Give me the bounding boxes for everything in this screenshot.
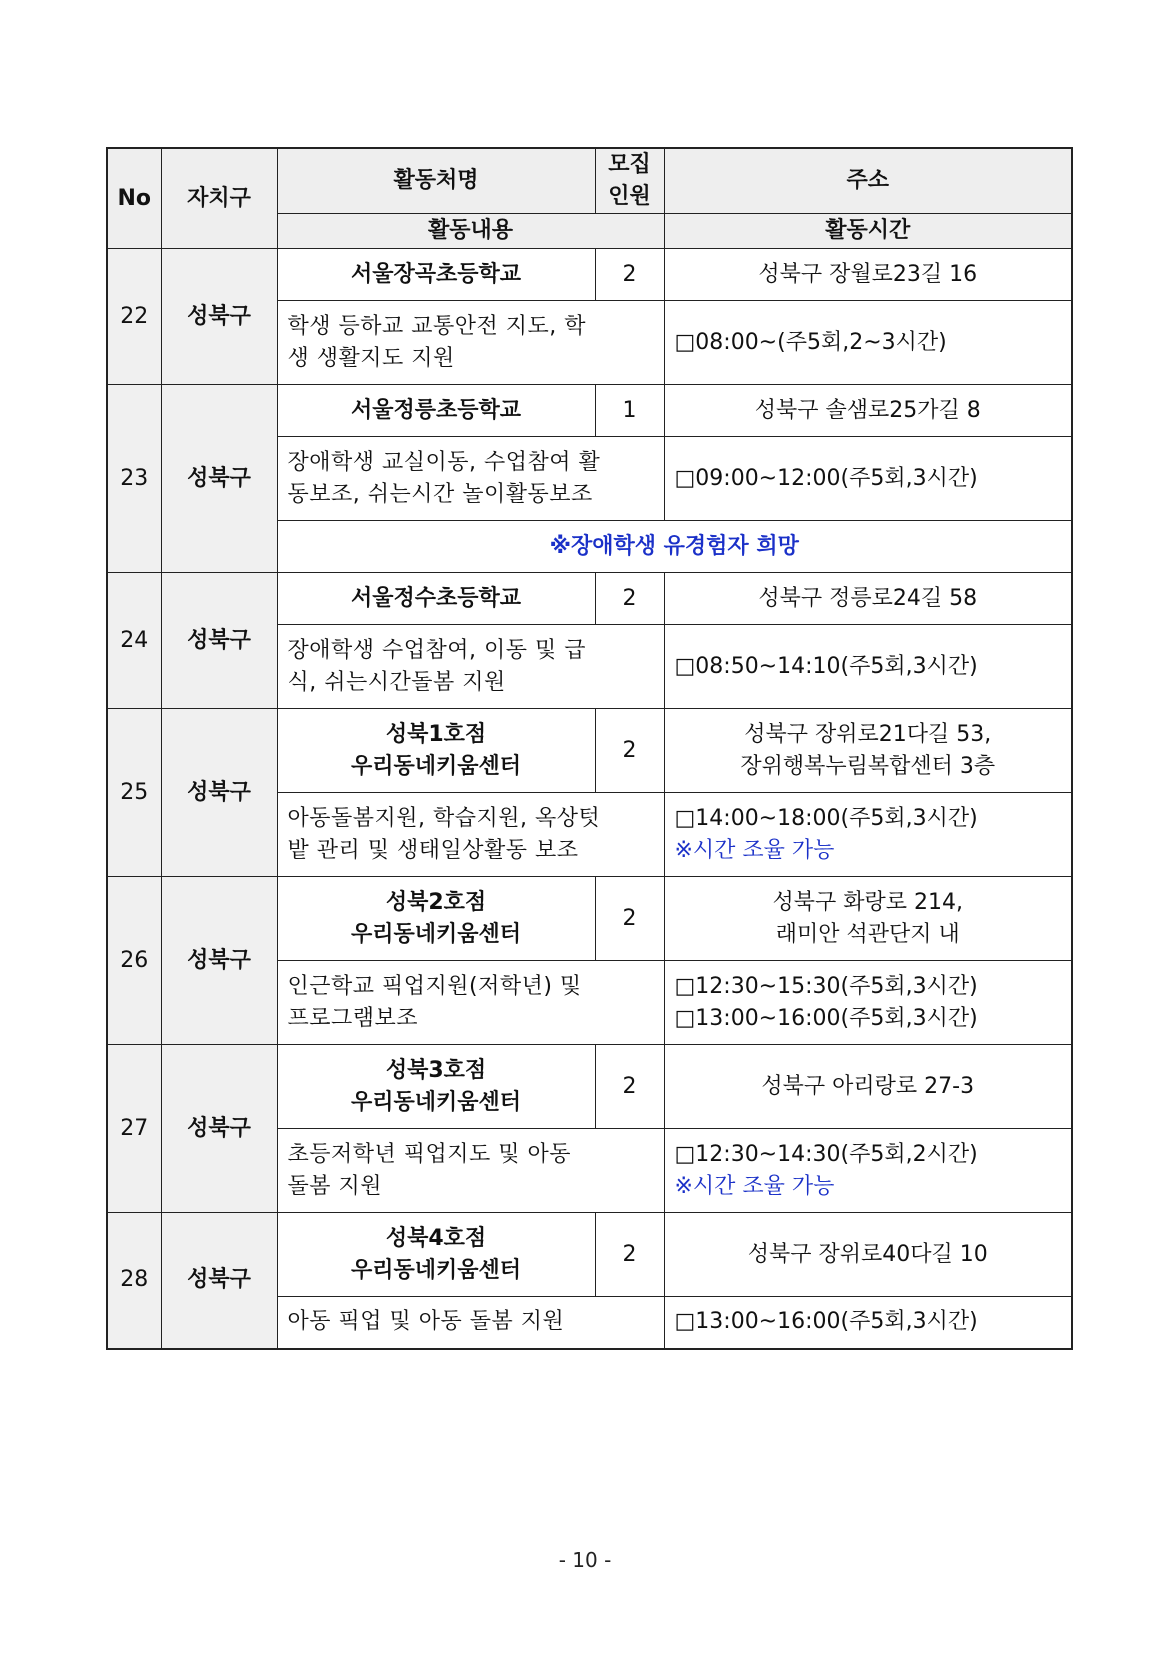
header-recruit-line2: 인원 bbox=[608, 184, 651, 209]
time-line: □14:00~18:00(주5회,3시간) bbox=[674, 805, 978, 831]
time-line: □09:00~12:00(주5회,3시간) bbox=[674, 465, 978, 491]
header-activity: 활동내용 bbox=[277, 214, 664, 249]
header-site-name: 활동처명 bbox=[277, 148, 595, 214]
activity-line: 인근학교 픽업지원(저학년) 및 bbox=[287, 973, 582, 999]
row-activity bbox=[277, 437, 664, 521]
activity-line: 장애학생 수업참여, 이동 및 급 bbox=[287, 637, 586, 663]
row-time bbox=[664, 301, 1072, 385]
table-row bbox=[107, 249, 1072, 301]
row-time bbox=[664, 437, 1072, 521]
activity-line: 학생 등하교 교통안전 지도, 학 bbox=[287, 313, 586, 339]
row-time bbox=[664, 961, 1072, 1045]
site-name-line: 우리동네키움센터 bbox=[350, 921, 522, 947]
time-line: □08:00~(주5회,2~3시간) bbox=[674, 329, 947, 355]
table-row bbox=[107, 709, 1072, 793]
row-no: 23 bbox=[107, 385, 161, 573]
table-row bbox=[107, 877, 1072, 961]
row-activity bbox=[277, 1129, 664, 1213]
address-line: 성북구 장위로21다길 53, bbox=[744, 721, 992, 747]
row-no: 27 bbox=[107, 1045, 161, 1213]
row-time: □13:00~16:00(주5회,3시간) bbox=[664, 1297, 1072, 1349]
row-no: 22 bbox=[107, 249, 161, 385]
address-line: 래미안 석관단지 내 bbox=[775, 921, 960, 947]
row-count: 2 bbox=[595, 1045, 664, 1129]
row-activity bbox=[277, 625, 664, 709]
row-count: 2 bbox=[595, 877, 664, 961]
site-name-line: 우리동네키움센터 bbox=[350, 753, 522, 779]
row-district: 성북구 bbox=[161, 709, 277, 877]
activity-line: 아동돌봄지원, 학습지원, 옥상텃 bbox=[287, 805, 601, 831]
activity-line: 동보조, 쉬는시간 놀이활동보조 bbox=[287, 481, 593, 507]
row-address bbox=[664, 877, 1072, 961]
row-count: 2 bbox=[595, 573, 664, 625]
site-name-line: 성북2호점 bbox=[385, 889, 487, 915]
site-name-line: 성북1호점 bbox=[385, 721, 487, 747]
row-no: 25 bbox=[107, 709, 161, 877]
row-address: 성북구 정릉로24길 58 bbox=[664, 573, 1072, 625]
table-row bbox=[107, 573, 1072, 625]
row-address: 성북구 장위로40다길 10 bbox=[664, 1213, 1072, 1297]
row-time bbox=[664, 793, 1072, 877]
row-site-name bbox=[277, 709, 595, 793]
row-district: 성북구 bbox=[161, 1213, 277, 1349]
header-no: No bbox=[107, 148, 161, 249]
time-line: □12:30~14:30(주5회,2시간) bbox=[674, 1141, 978, 1167]
row-site-name bbox=[277, 1213, 595, 1297]
activity-line: 장애학생 교실이동, 수업참여 활 bbox=[287, 449, 601, 475]
row-site-name: 서울장곡초등학교 bbox=[277, 249, 595, 301]
time-note: ※시간 조율 가능 bbox=[674, 1173, 835, 1199]
row-district: 성북구 bbox=[161, 877, 277, 1045]
site-name-line: 우리동네키움센터 bbox=[350, 1089, 522, 1115]
table-row bbox=[107, 1213, 1072, 1297]
row-activity bbox=[277, 301, 664, 385]
row-count: 2 bbox=[595, 709, 664, 793]
table-header-row bbox=[107, 148, 1072, 214]
activity-line: 프로그램보조 bbox=[287, 1005, 419, 1031]
activity-line: 밭 관리 및 생태일상활동 보조 bbox=[287, 837, 579, 863]
header-time: 활동시간 bbox=[664, 214, 1072, 249]
row-site-name bbox=[277, 1045, 595, 1129]
row-address bbox=[664, 709, 1072, 793]
table-row bbox=[107, 385, 1072, 437]
row-no: 26 bbox=[107, 877, 161, 1045]
header-address: 주소 bbox=[664, 148, 1072, 214]
address-line: 장위행복누림복합센터 3층 bbox=[740, 753, 996, 779]
row-district: 성북구 bbox=[161, 1045, 277, 1213]
time-line: □13:00~16:00(주5회,3시간) bbox=[674, 1005, 978, 1031]
header-recruit-line1: 모집 bbox=[608, 152, 651, 177]
activity-line: 초등저학년 픽업지도 및 아동 bbox=[287, 1141, 572, 1167]
row-district: 성북구 bbox=[161, 385, 277, 573]
row-site-name: 서울정수초등학교 bbox=[277, 573, 595, 625]
row-time bbox=[664, 1129, 1072, 1213]
activity-line: 식, 쉬는시간돌봄 지원 bbox=[287, 669, 506, 695]
row-no: 24 bbox=[107, 573, 161, 709]
row-address: 성북구 장월로23길 16 bbox=[664, 249, 1072, 301]
activity-line: 생 생활지도 지원 bbox=[287, 345, 455, 371]
row-site-name bbox=[277, 877, 595, 961]
table-row bbox=[107, 1045, 1072, 1129]
time-line: □08:50~14:10(주5회,3시간) bbox=[674, 653, 978, 679]
address-line: 성북구 화랑로 214, bbox=[772, 889, 963, 915]
row-no: 28 bbox=[107, 1213, 161, 1349]
row-activity bbox=[277, 961, 664, 1045]
row-district: 성북구 bbox=[161, 249, 277, 385]
row-count: 1 bbox=[595, 385, 664, 437]
row-activity: 아동 픽업 및 아동 돌봄 지원 bbox=[277, 1297, 664, 1349]
row-address: 성북구 솔샘로25가길 8 bbox=[664, 385, 1072, 437]
row-site-name: 서울정릉초등학교 bbox=[277, 385, 595, 437]
header-district: 자치구 bbox=[161, 148, 277, 249]
site-name-line: 성북4호점 bbox=[385, 1225, 487, 1251]
row-address: 성북구 아리랑로 27-3 bbox=[664, 1045, 1072, 1129]
row-time bbox=[664, 625, 1072, 709]
row-count: 2 bbox=[595, 1213, 664, 1297]
activity-line: 돌봄 지원 bbox=[287, 1173, 383, 1199]
time-note: ※시간 조율 가능 bbox=[674, 837, 835, 863]
row-count: 2 bbox=[595, 249, 664, 301]
time-line: □12:30~15:30(주5회,3시간) bbox=[674, 973, 978, 999]
site-name-line: 성북3호점 bbox=[385, 1057, 487, 1083]
row-note: ※장애학생 유경험자 희망 bbox=[277, 521, 1072, 573]
row-district: 성북구 bbox=[161, 573, 277, 709]
row-activity bbox=[277, 793, 664, 877]
header-recruit-count bbox=[595, 148, 664, 214]
recruitment-table bbox=[106, 147, 1073, 1350]
site-name-line: 우리동네키움센터 bbox=[350, 1257, 522, 1283]
page-number: - 10 - bbox=[558, 1548, 612, 1572]
